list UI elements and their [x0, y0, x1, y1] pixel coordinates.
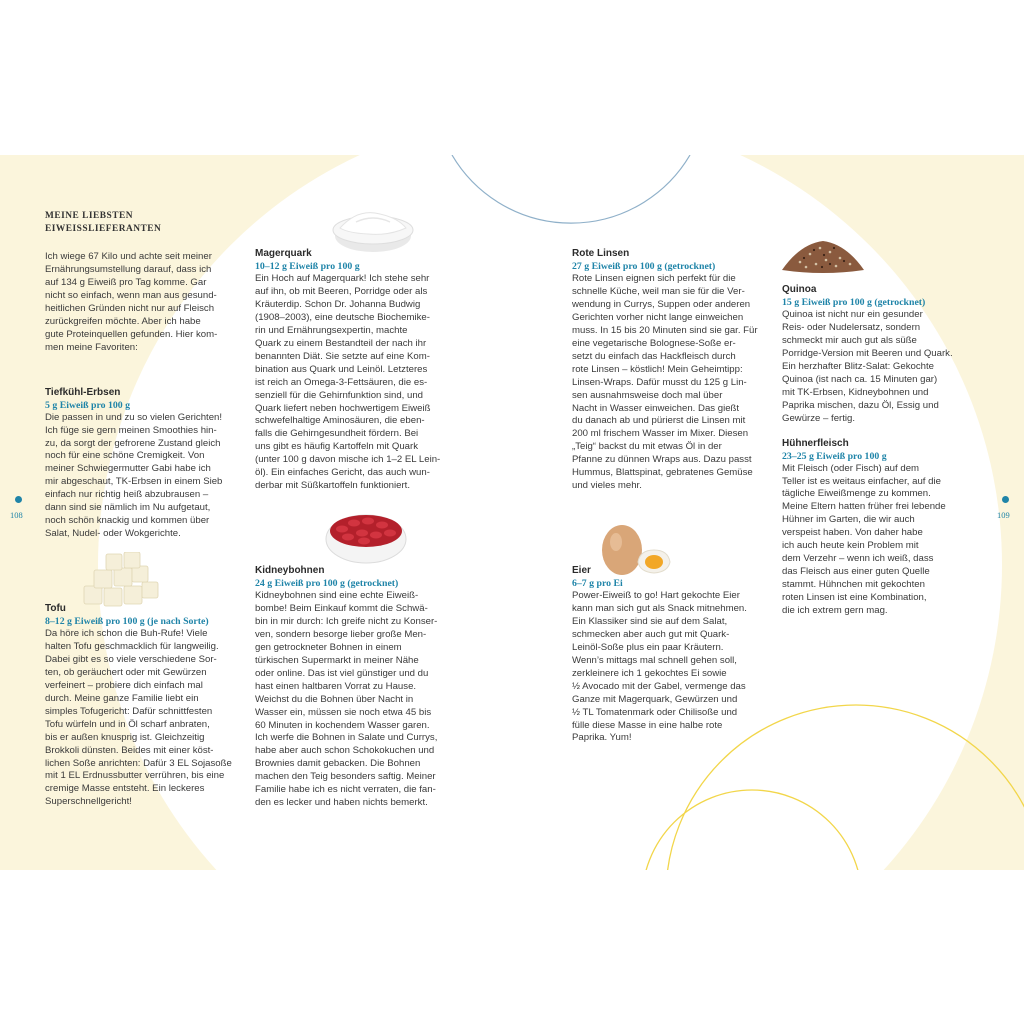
column-4 [782, 283, 982, 618]
food-name-tofu: Tofu [45, 603, 66, 614]
food-protein-eier: 6–7 g pro Ei [572, 578, 623, 589]
food-name-magerquark: Magerquark [255, 248, 312, 259]
section-title: MEINE LIEBSTEN EIWEISSLIEFERANTEN [45, 211, 162, 234]
food-name-quinoa: Quinoa [782, 284, 817, 295]
food-name-huehnerfleisch: Hühnerfleisch [782, 437, 849, 449]
food-text-erbsen: Die passen in und zu so vielen Gerichten! Ich füge sie gern meinen Smoothies hin- zu, da sorgt der gefrorene Zustand gleich noch für eine schöne Cremigkeit. Von meiner Schwiegermutter Gabi habe ich mir abgeschaut, TK-Erbsen in einem Sieb einfach nur richtig heiß abzubrausen – dann sind sie nämlich im Nu aufgetaut, noch schön knackig und kommen über Salat, Nudel- oder Wokgerichte. [45, 411, 223, 540]
quinoa-pile-image [780, 236, 866, 276]
page-marker-dot-right [1002, 496, 1009, 503]
food-name-erbsen: Tiefkühl-Erbsen [45, 386, 121, 398]
food-name-linsen: Rote Linsen [572, 248, 630, 259]
food-protein-kidneybohnen: 24 g Eiweiß pro 100 g (getrocknet) [255, 578, 399, 589]
food-text-linsen: Rote Linsen eignen sich perfekt für die schnelle Küche, weil man sie für die Ver- wendung in Currys, Suppen oder anderen Gerichten vorher nicht lange einweichen muss. In 15 bis 20 Minuten sind sie gar. Für eine vegetarische Bolognese-Soße er- setzt du einfach das Hackfleisch durch rote Linsen – köstlich! Mein Geheimtipp: Linsen-Wraps. Dafür musst du 125 g Lin- sen ausnahmsweise doch mal über Nacht in Wasser einweichen. Das gießt du danach ab und pürierst die Linsen mit 200 ml frischem Wasser im Mixer. Diesen „Teig“ backst du mit etwas Öl in der Pfanne zu dünnen Wraps aus. Dazu passt Hummus, Blattspinat, gebratenes Gemüse und vieles mehr. [572, 273, 758, 492]
intro-text: Ich wiege 67 Kilo und achte seit meiner Ernährungsumstellung darauf, dass ich auf 134 g Eiweiß pro Tag komme. Gar nicht so einfach, wenn man aus gesund- heitlichen Gründen nicht nur auf Fleisch zurückgreifen möchte. Aber ich habe gute Proteinquellen gefunden. Hier kom- men meine Favoriten: [45, 251, 218, 353]
column-1-lower [45, 602, 245, 809]
food-protein-erbsen: 5 g Eiweiß pro 100 g [45, 399, 131, 411]
food-text-kidneybohnen: Kidneybohnen sind eine echte Eiweiß- bombe! Beim Einkauf kommt die Schwä- bin in mir durch: Ich greife nicht zu Konser- ven, sondern besorge lieber große Men- gen getrockneter Bohnen in einem türkischen Supermarkt in meiner Nähe oder online. Das ist viel günstiger und du hast einen haltbaren Vorrat zu Hause. Weichst du die Bohnen über Nacht in Wasser ein, müssen sie noch etwa 45 bis 60 Minuten in kochendem Wasser garen. Ich werfe die Bohnen in Salate und Currys, habe aber auch schon Schokokuchen und Brownies damit gebacken. Die Bohnen machen den Teig besonders saftig. Meiner Familie habe ich es nicht verraten, die fan- den es lecker und haben nichts bemerkt. [255, 590, 438, 809]
food-protein-quinoa: 15 g Eiweiß pro 100 g (getrocknet) [782, 297, 926, 308]
column-3 [572, 247, 777, 493]
food-text-tofu: Da höre ich schon die Buh-Rufe! Viele halten Tofu geschmacklich für langweilig. Dabei gibt es so viele verschiedene Sor- ten, ob geräuchert oder mit Gewürzen verfeinert – probiere dich einfach mal durch. Meine ganze Familie liebt ein simples Tofugericht: Dafür schnittfesten Tofu würfeln und in Öl scharf anbraten, bis er außen knusprig ist. Gleichzeitig Brokkoli dünsten. Beides mit einer köst- lichen Soße anrichten: Dafür 3 EL Sojasoße mit 1 EL Erdnussbutter verrühren, bis eine cremige Masse entsteht. Ein leckeres Superschnellgericht! [45, 628, 232, 808]
food-text-magerquark: Ein Hoch auf Magerquark! Ich stehe sehr auf ihn, ob mit Beeren, Porridge oder als Kräuterdip. Schon Dr. Johanna Budwig (1908–2003), eine deutsche Biochemike- rin und Ernährungsexpertin, machte Quark zu einem Bestandteil der nach ihr benannten Diät. Sie setzte auf eine Kom- bination aus Quark und Leinöl. Letzteres ist reich an Omega-3-Fettsäuren, die es- senziell für die Gehirnfunktion sind, und Quark liefert neben hochwertigem Eiweiß schwefelhaltige Aminosäuren, die eben- falls die Gehirngesundheit fördern. Bei uns gibt es häufig Kartoffeln mit Quark (unter 100 g davon mische ich 1–2 EL Lein- öl). Ein einfaches Gericht, das auch wun- derbar mit Süßkartoffeln funktioniert. [255, 273, 441, 492]
food-protein-magerquark: 10–12 g Eiweiß pro 100 g [255, 261, 360, 272]
page-number-left: 108 [10, 510, 23, 520]
column-2 [255, 247, 455, 493]
food-text-huehnerfleisch: Mit Fleisch (oder Fisch) auf dem Teller ist es weitaus einfacher, auf die tägliche Eiweißmenge zu kommen. Meine Eltern hatten früher frei lebende Hühner im Garten, die wir auch verspeist haben. Von daher habe ich auch heute kein Problem mit dem Verzehr – wenn ich weiß, dass das Fleisch aus einer guten Quelle stammt. Hühnchen mit gekochten roten Linsen ist eine Kombination, die ich extrem gern mag. [782, 462, 946, 617]
kidney-beans-bowl-image [320, 505, 412, 567]
food-text-eier: Power-Eiweiß to go! Hart gekochte Eier kann man sich gut als Snack mitnehmen. Ein Klassiker sind sie auf dem Salat, schmecken aber auch gut mit Quark- Leinöl-Soße plus ein paar Kräutern. Wenn’s mittags mal schnell gehen soll, zerkleinere ich 1 gekochtes Ei sowie ½ Avocado mit der Gabel, vermenge das Ganze mit Magerquark, Gewürzen und ½ TL Tomatenmark oder Chilisoße und fülle diese Masse in eine halbe rote Paprika. Yum! [572, 590, 747, 744]
food-name-eier: Eier [572, 565, 591, 576]
food-text-quinoa: Quinoa ist nicht nur ein gesunder Reis- oder Nudelersatz, sondern schmeckt mir auch gut als süße Porridge-Version mit Beeren und Quark. Ein herzhafter Blitz-Salat: Gekochte Quinoa (ist nach ca. 15 Minuten gar) mit TK-Erbsen, Kidneybohnen und Paprika mischen, dazu Öl, Essig und Gewürze – fertig. [782, 309, 953, 424]
column-2-lower [255, 564, 455, 810]
food-protein-linsen: 27 g Eiweiß pro 100 g (getrocknet) [572, 261, 716, 272]
food-name-kidneybohnen: Kidneybohnen [255, 565, 325, 576]
column-3-lower [572, 564, 777, 745]
food-protein-huehnerfleisch: 23–25 g Eiweiß pro 100 g [782, 450, 887, 462]
column-1 [45, 210, 245, 541]
page-marker-dot-left [15, 496, 22, 503]
page-number-right: 109 [997, 510, 1010, 520]
food-protein-tofu: 8–12 g Eiweiß pro 100 g (je nach Sorte) [45, 616, 209, 627]
